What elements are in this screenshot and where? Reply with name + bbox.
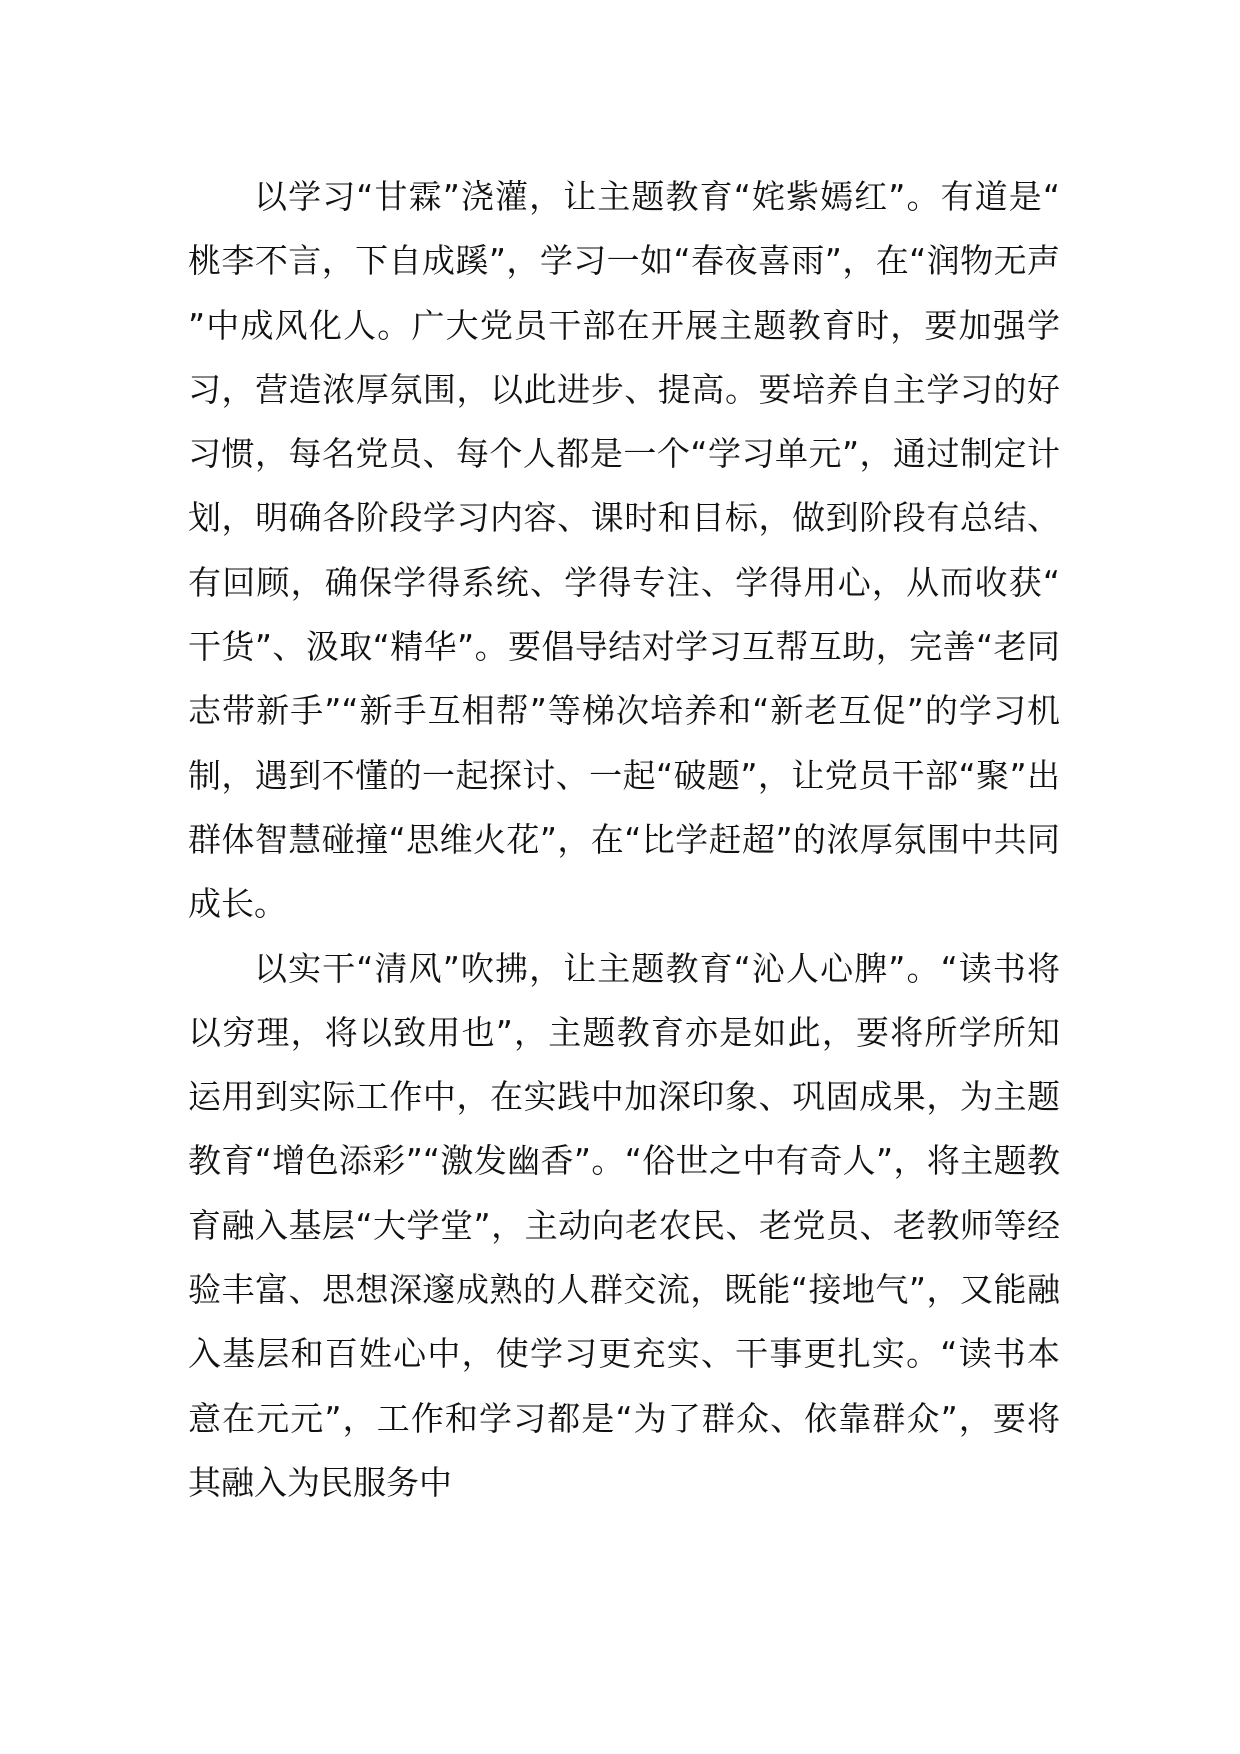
paragraph-practice: 以实干“清风”吹拂，让主题教育“沁人心脾”。“读书将以穷理，将以致用也”，主题教育亦是如此，要将所学所知运用到实际工作中，在实践中加深印象、巩固成果，为主题教育“增色添彩”“激发幽香”。“俗世之中有奇人”，将主题教育融入基层“大学堂”，主动向老农民、老党员、老教师等经验丰富、思想深邃成熟的人群交流，既能“接地气”，又能融入基层和百姓心中，使学习更充实、干事更扎实。“读书本意在元元”，工作和学习都是“为了群众、依靠群众”，要将其融入为民服务中 [188, 948, 1060, 1502]
paragraph-study: 以学习“甘霖”浇灌，让主题教育“姹紫嫣红”。有道是“桃李不言，下自成蹊”，学习一如“春夜喜雨”，在“润物无声”中成风化人。广大党员干部在开展主题教育时，要加强学习，营造浓厚氛围，以此进步、提高。要培养自主学习的好习惯，每名党员、每个人都是一个“学习单元”，通过制定计划，明确各阶段学习内容、课时和目标，做到阶段有总结、有回顾，确保学得系统、学得专注、学得用心，从而收获“干货”、汲取“精华”。要倡导结对学习互帮互助，完善“老同志带新手”“新手互相帮”等梯次培养和“新老互促”的学习机制，遇到不懂的一起探讨、一起“破题”，让党员干部“聚”出群体智慧碰撞“思维火花”，在“比学赶超”的浓厚氛围中共同成长。 [188, 177, 1060, 924]
document-body [188, 165, 1060, 1515]
